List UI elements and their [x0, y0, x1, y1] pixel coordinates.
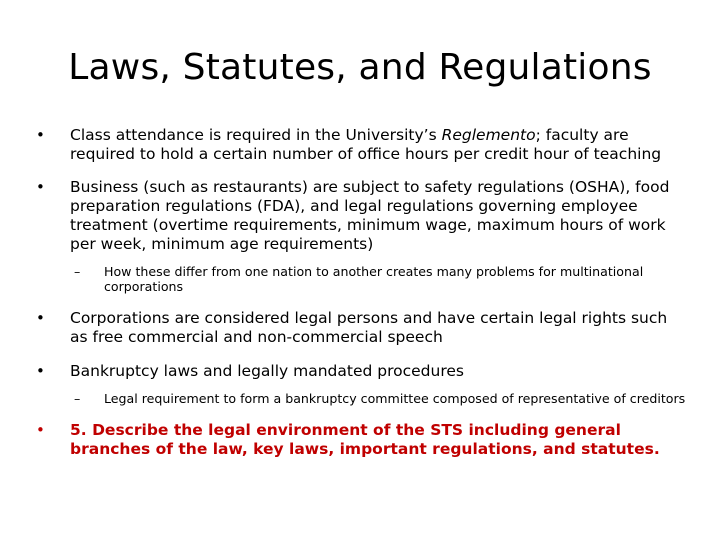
- bullet-text-italic: Reglemento: [441, 126, 536, 144]
- bullet-text-part: Class attendance is required in the University’s: [70, 126, 442, 144]
- sub-bullet-marker: –: [74, 264, 81, 279]
- bullet-item: [36, 178, 686, 254]
- slide-title: Laws, Statutes, and Regulations: [68, 47, 652, 88]
- bullet-text: Corporations are considered legal persons and have certain legal rights such as free commercial and non-commercial speech: [70, 309, 668, 346]
- bullet-text: Business (such as restaurants) are subject to safety regulations (OSHA), food preparation regulations (FDA), and legal regulations governing employee treatment (overtime requirements, minimum wage, maximum hours of work per week, minimum age requirements): [70, 178, 670, 253]
- sub-bullet-marker: –: [74, 391, 81, 406]
- bullet-marker: •: [36, 362, 45, 380]
- bullet-text: Bankruptcy laws and legally mandated procedures: [70, 362, 464, 380]
- bullet-marker: •: [36, 309, 45, 327]
- sub-bullet-text: Legal requirement to form a bankruptcy committee composed of representative of creditors: [104, 391, 686, 406]
- bullet-item: [36, 362, 686, 381]
- slide-content: [36, 126, 686, 459]
- sub-bullet-item: [36, 264, 686, 294]
- bullet-text-part: ; faculty are required to hold a certain number of office hours per credit hour of teaching: [70, 126, 662, 163]
- bullet-text-highlighted: 5. Describe the legal environment of the STS including general branches of the law, key laws, important regulations, and statutes.: [70, 421, 660, 458]
- bullet-item: [36, 126, 686, 164]
- bullet-marker: •: [36, 126, 45, 144]
- sub-bullet-text: How these differ from one nation to another creates many problems for multinational corporations: [104, 264, 644, 294]
- bullet-item-highlighted: [36, 421, 686, 459]
- bullet-item: [36, 309, 686, 347]
- bullet-text: [70, 126, 661, 163]
- sub-bullet-item: [36, 391, 686, 406]
- bullet-marker: •: [36, 178, 45, 196]
- bullet-marker: •: [36, 421, 45, 439]
